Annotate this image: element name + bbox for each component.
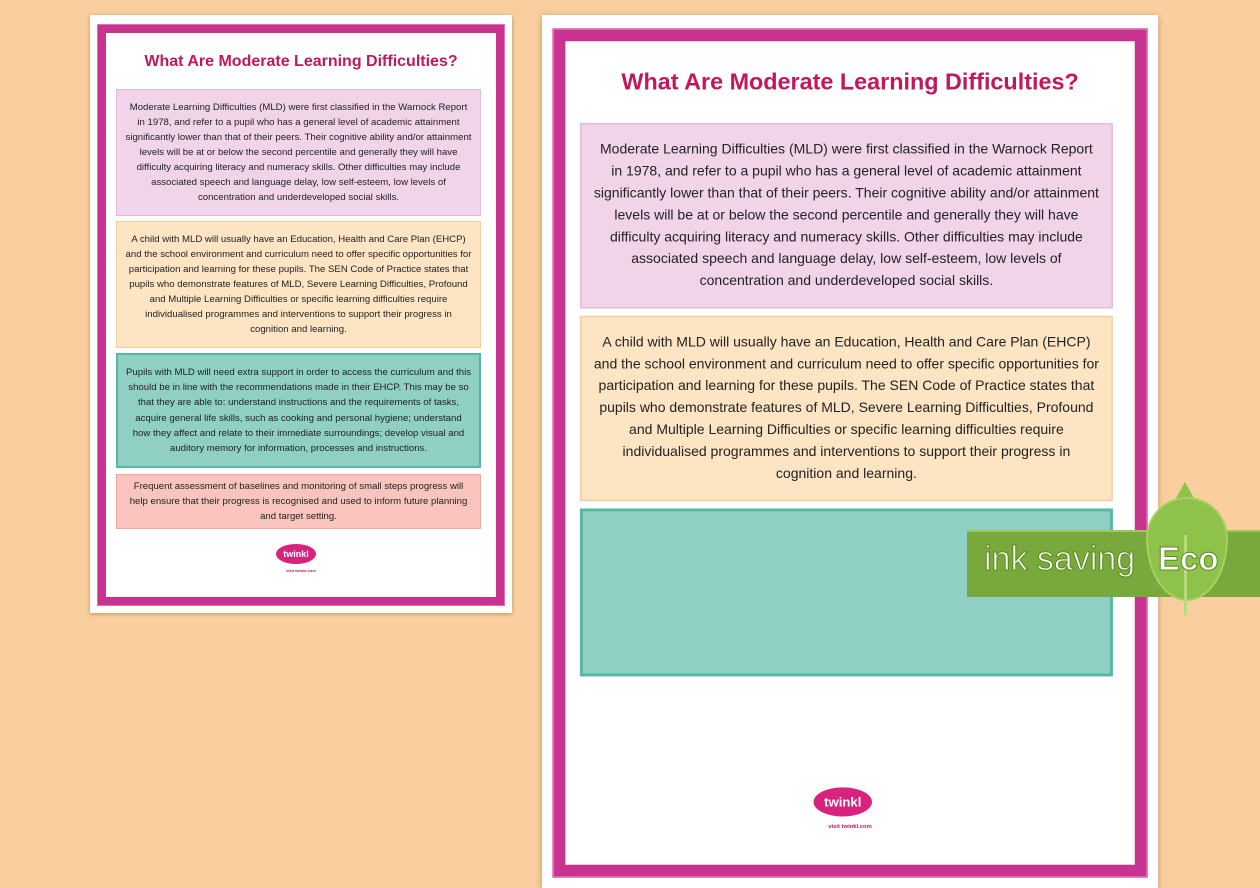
paragraph-text: A child with MLD will usually have an Education, Health and Care Plan (EHCP) and the school environment and curriculum need to offer specific opportunities for participation and learning for these pupils. The SEN Code of Practice states that pupils who demonstrate features of MLD, Severe Learning Difficulties, Profound and Multiple Learning Difficulties or specific learning difficulties require individualised programmes and interventions to support their progress in cognition and learning. bbox=[593, 334, 1099, 483]
document-preview-page bbox=[90, 15, 512, 613]
paragraph-box-ehcp bbox=[116, 221, 481, 348]
paragraph-text: Moderate Learning Difficulties (MLD) were first classified in the Warnock Report in 1978, and refer to a pupil who has a general level of academic attainment significantly lower than that of their peers. Their cognitive ability and/or attainment levels will be at or below the second percentile and generally they will have difficulty acquiring literacy and numeracy skills. Other difficulties may include associated speech and language delay, low self-esteem, low levels of concentration and underdeveloped social skills. bbox=[593, 141, 1099, 290]
document-preview-page-zoomed bbox=[542, 15, 1158, 888]
paragraph-box-support bbox=[116, 353, 481, 468]
logo-url: visit twinkl.com bbox=[828, 822, 872, 830]
twinkl-logo: twinkl bbox=[276, 544, 316, 564]
paragraph-box-ehcp bbox=[580, 316, 1113, 501]
page-title: What Are Moderate Learning Difficulties? bbox=[621, 70, 1079, 96]
badge-label: ink saving bbox=[984, 540, 1136, 578]
twinkl-logo: twinkl bbox=[814, 787, 872, 816]
paragraph-box-definition bbox=[580, 123, 1113, 308]
paragraph-box-assessment bbox=[116, 474, 481, 529]
logo-url: visit twinkl.com bbox=[286, 568, 316, 573]
paragraph-text: Frequent assessment of baselines and monitoring of small steps progress will help ensure that their progress is recognised and used to inform future planning and target setting. bbox=[129, 480, 468, 523]
paragraph-text: Pupils with MLD will need extra support in order to access the curriculum and this should be in line with the recommendations made in their EHCP. This may be so that they are able to: understand instructions and the requirements of tasks, acquire general life skills, such as cooking and personal hygiene; understand how they affect and relate to their immediate surroundings; develop visual and auditory memory for information, processes and instructions. bbox=[126, 367, 471, 454]
paragraph-text: Moderate Learning Difficulties (MLD) were first classified in the Warnock Report in 1978, and refer to a pupil who has a general level of academic attainment significantly lower than that of their peers. Their cognitive ability and/or attainment levels will be at or below the second percentile and generally they will have difficulty acquiring literacy and numeracy skills. Other difficulties may include associated speech and language delay, low self-esteem, low levels of concentration and underdeveloped social skills. bbox=[125, 101, 472, 204]
paragraph-text: A child with MLD will usually have an Education, Health and Care Plan (EHCP) and the school environment and curriculum need to offer specific opportunities for participation and learning for these pupils. The SEN Code of Practice states that pupils who demonstrate features of MLD, Severe Learning Difficulties, Profound and Multiple Learning Difficulties or specific learning difficulties require individualised programmes and interventions to support their progress in cognition and learning. bbox=[125, 233, 472, 336]
page-title: What Are Moderate Learning Difficulties? bbox=[144, 53, 458, 70]
paragraph-box-definition bbox=[116, 89, 481, 216]
eco-label: Eco bbox=[1158, 540, 1219, 577]
